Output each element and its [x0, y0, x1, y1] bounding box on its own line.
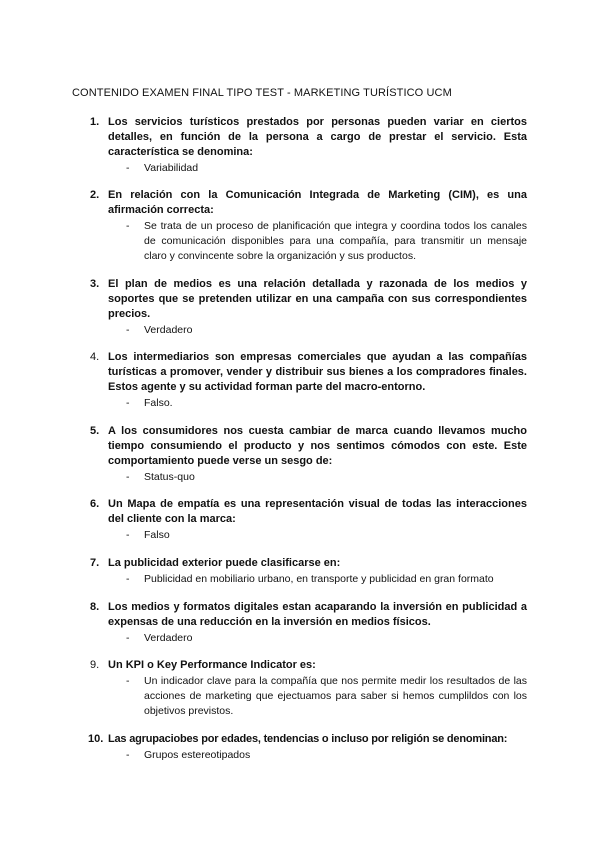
- question-number: 5.: [90, 425, 100, 437]
- answer-text: Falso.: [144, 397, 173, 409]
- answer-bullet: -: [126, 324, 130, 336]
- question-text: Los medios y formatos digitales estan acaparando la inversión en publicidad a expensas de una reducción en la inversión en medios físicos.: [108, 601, 527, 628]
- answer-bullet: -: [126, 573, 130, 585]
- question-item: [90, 497, 527, 543]
- question-text: La publicidad exterior puede clasificarse en:: [108, 557, 341, 569]
- question-number: 4.: [90, 351, 100, 363]
- question-number: 1.: [90, 116, 100, 128]
- answer-bullet: -: [126, 220, 130, 232]
- answer-item: [126, 396, 527, 411]
- answer-item: [126, 572, 527, 587]
- question-text: Los servicios turísticos prestados por personas pueden variar en ciertos detalles, en función de la persona a cargo de prestar el servicio. Esta característica se denomina:: [108, 116, 527, 158]
- question-item: [90, 277, 527, 338]
- answer-item: [126, 470, 527, 485]
- document-title: CONTENIDO EXAMEN FINAL TIPO TEST - MARKETING TURÍSTICO UCM: [72, 87, 452, 99]
- answer-bullet: -: [126, 397, 130, 409]
- question-item: [90, 424, 527, 485]
- question-text: Un KPI o Key Performance Indicator es:: [108, 659, 316, 671]
- answer-item: [126, 748, 527, 763]
- answer-text: Grupos estereotipados: [144, 749, 251, 761]
- answer-bullet: -: [126, 675, 130, 687]
- question-item: [90, 658, 527, 719]
- question-item: [88, 732, 527, 763]
- answer-text: Verdadero: [144, 632, 193, 644]
- answer-bullet: -: [126, 529, 130, 541]
- answer-bullet: -: [126, 749, 130, 761]
- question-number: 6.: [90, 498, 100, 510]
- answer-item: [126, 323, 527, 338]
- answer-text: Variabilidad: [144, 162, 199, 174]
- question-text: Las agrupaciobes por edades, tendencias o incluso por religión se denominan:: [108, 733, 508, 745]
- answer-bullet: -: [126, 471, 130, 483]
- answer-text: Publicidad en mobiliario urbano, en transporte y publicidad en gran formato: [144, 573, 494, 585]
- question-text: El plan de medios es una relación detallada y razonada de los medios y soportes que se pretenden utilizar en una campaña con sus correspondientes precios.: [108, 278, 527, 320]
- answer-bullet: -: [126, 162, 130, 174]
- answer-item: [126, 161, 527, 176]
- answer-item: [126, 528, 527, 543]
- question-item: [90, 556, 527, 587]
- answer-bullet: -: [126, 632, 130, 644]
- answer-text: Un indicador clave para la compañía que nos permite medir los resultados de las acciones de marketing que ejectuamos para saber si hemos cumplildos con los objetivos previstos.: [144, 675, 527, 717]
- question-item: [90, 600, 527, 646]
- question-number: 8.: [90, 601, 100, 613]
- answer-text: Verdadero: [144, 324, 193, 336]
- question-text: Los intermediarios son empresas comerciales que ayudan a las compañías turísticas a promover, vender y distribuir sus bienes a los compradores finales. Estos agente y su actividad forman parte del macro-entorno.: [108, 351, 527, 393]
- answer-text: Falso: [144, 529, 170, 541]
- answer-item: [126, 219, 527, 264]
- question-item: [90, 188, 527, 264]
- question-item: [90, 350, 527, 411]
- question-number: 3.: [90, 278, 100, 290]
- question-text: A los consumidores nos cuesta cambiar de marca cuando llevamos mucho tiempo consumiendo el producto y nos sentimos cómodos con este. Este comportamiento puede verse un sesgo de:: [108, 425, 527, 467]
- answer-text: Status-quo: [144, 471, 195, 483]
- question-text: Un Mapa de empatía es una representación visual de todas las interacciones del cliente con la marca:: [108, 498, 527, 525]
- answer-item: [126, 631, 527, 646]
- question-number: 9.: [90, 659, 100, 671]
- question-number: 2.: [90, 189, 100, 201]
- question-number: 7.: [90, 557, 100, 569]
- answer-item: [126, 674, 527, 719]
- question-text: En relación con la Comunicación Integrada de Marketing (CIM), es una afirmación correcta:: [108, 189, 527, 216]
- answer-text: Se trata de un proceso de planificación que integra y coordina todos los canales de comunicación disponibles para una compañía, para transmitir un mensaje claro y convincente sobre la organización y sus productos.: [144, 220, 527, 262]
- question-item: [90, 115, 527, 176]
- question-number: 10.: [88, 733, 104, 745]
